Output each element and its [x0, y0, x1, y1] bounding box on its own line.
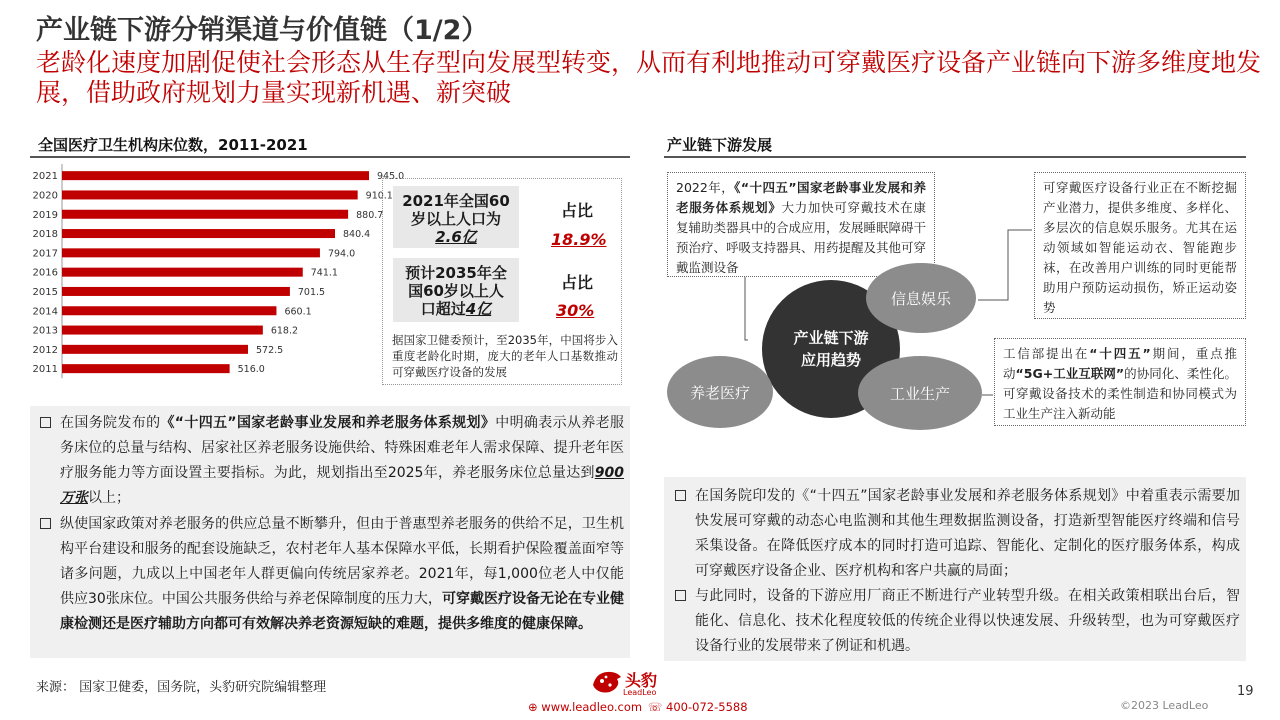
- category-label-2011: 2011: [32, 364, 58, 376]
- page-subtitle: 老龄化速度加剧促使社会形态从生存型向发展型转变，从而有利地推动可穿戴医疗设备产业链向下游多维度地发展，借助政府规划力量实现新机遇、新突破: [36, 48, 1262, 107]
- category-label-2013: 2013: [32, 325, 58, 337]
- circle-entertainment: 信息娱乐: [866, 263, 976, 333]
- stat-box-2021-value: 2.6亿: [435, 228, 477, 246]
- phone-link[interactable]: ☏ 400-072-5588: [648, 700, 748, 714]
- copyright: ©2023 LeadLeo: [1120, 699, 1209, 712]
- checkbox-bullet-icon: [675, 490, 686, 501]
- value-label-2013: 618.2: [270, 325, 299, 337]
- category-label-2020: 2020: [32, 190, 58, 202]
- diagram-section-title: 产业链下游发展: [667, 136, 773, 154]
- value-label-2015: 701.5: [297, 286, 326, 298]
- left-paragraph-2: 纵使国家政策对养老服务的供应总量不断攀升，但由于普惠型养老服务的供给不足，卫生机构平台建设和服务的配套设施缺乏，农村老年人基本保障水平低，长期看护保险覆盖面窄等诸多问题，九成以上中国老年人群更偏向传统居家养老。2021年，每1,000位老人中仅能供应30张床位。中国公共服务供给与养老保障制度的压力大，可穿戴医疗设备无论在专业健康检测还是医疗辅助方向都可有效解决养老资源短缺的难题，提供多维度的健康保障。: [40, 512, 624, 637]
- checkbox-bullet-icon: [675, 590, 686, 601]
- stat-2035-ratio: 30%: [556, 301, 595, 320]
- value-label-2020: 910.1: [365, 190, 393, 202]
- stat-box-2035-line2: 国60岁以上人: [408, 282, 504, 300]
- stat-2021-label: 占比: [561, 201, 594, 220]
- leopard-logo-icon: [590, 667, 624, 697]
- category-label-2015: 2015: [32, 286, 58, 298]
- stat-box-2021-line2: 岁以上人口为: [410, 210, 501, 228]
- right-paragraph-2: 与此同时，设备的下游应用厂商正不断进行产业转型升级。在相关政策相联出台后，智能化、信息化、技术化程度较低的传统企业得以快速发展、升级转型，也为可穿戴医疗设备行业的发展带来了例证和机遇。: [675, 584, 1240, 659]
- category-label-2019: 2019: [32, 209, 58, 221]
- category-label-2016: 2016: [32, 267, 58, 279]
- circle-elderly-care: 养老医疗: [667, 356, 773, 428]
- left-paragraph-1: 在国务院发布的《“十四五”国家老龄事业发展和养老服务体系规划》中明确表示从养老服务床位的总量与结构、居家社区养老服务设施供给、特殊困难老年人需求保障、提升老年医疗服务能力等方面设置主要指标。为此，规划指出至2025年，养老服务床位总量达到900万张以上；: [40, 411, 624, 511]
- value-label-2016: 741.1: [310, 267, 338, 279]
- page-number: 19: [1237, 684, 1254, 699]
- value-label-2014: 660.1: [284, 306, 312, 318]
- center-circle: 产业链下游 应用趋势: [762, 280, 900, 418]
- brand-logo-subtext: LeadLeo: [623, 688, 657, 697]
- stat-2021-ratio: 18.9%: [551, 230, 607, 249]
- value-label-2019: 880.7: [356, 209, 384, 221]
- forecast-note: 据国家卫健委预计，至2035年，中国将步入重度老龄化时期，庞大的老年人口基数推动可穿戴医疗设备的发展: [392, 333, 618, 379]
- website-link[interactable]: ⊕ www.leadleo.com: [528, 700, 643, 714]
- callout-elderly-policy: 2022年，《“十四五”国家老龄事业发展和养老服务体系规划》大力加快可穿戴技术在康复辅助类器具中的合成应用，发展睡眠障碍干预治疗、呼吸支持器具、用药提醒及其他可穿戴监测设备: [667, 172, 935, 277]
- value-label-2018: 840.4: [343, 229, 371, 241]
- category-label-2021: 2021: [32, 171, 58, 183]
- brand-logo-text: 头豹: [625, 671, 658, 690]
- category-label-2012: 2012: [32, 344, 58, 356]
- value-label-2011: 516.0: [237, 364, 265, 376]
- value-label-2021: 945.0: [377, 171, 405, 183]
- right-paragraph-1: 在国务院印发的《“十四五”国家老龄事业发展和养老服务体系规划》中着重表示需要加快发展可穿戴的动态心电监测和其他生理数据监测设备，打造新型智能医疗终端和信号采集设备。在降低医疗成本的同时打造可追踪、智能化、定制化的医疗服务体系，构成可穿戴医疗设备企业、医疗机构和客户共赢的局面；: [675, 484, 1240, 584]
- phone-icon: ☏: [648, 700, 663, 714]
- stat-2035-label: 占比: [561, 273, 594, 292]
- category-label-2017: 2017: [32, 248, 58, 260]
- value-label-2017: 794.0: [327, 248, 356, 260]
- page-title: 产业链下游分销渠道与价值链（1/2）: [36, 15, 489, 46]
- circle-industry: 工业生产: [858, 356, 982, 430]
- stat-box-2021-line1: 2021年全国60: [402, 192, 510, 210]
- category-label-2018: 2018: [32, 229, 58, 241]
- stat-box-2035-value: 4亿: [465, 300, 492, 318]
- stat-box-2035-line1: 预计2035年全: [405, 264, 507, 282]
- value-label-2012: 572.5: [255, 344, 284, 356]
- callout-entertainment: 可穿戴医疗设备行业正在不断挖掘产业潜力，提供多维度、多样化、多层次的信息娱乐服务。尤其在运动领域如智能运动衣、智能跑步袜，在改善用户训练的同时更能帮助用户预防运动损伤，矫正运动姿势: [1034, 172, 1246, 319]
- chart-section-title: 全国医疗卫生机构床位数，2011-2021: [38, 136, 308, 154]
- globe-icon: ⊕: [528, 700, 538, 714]
- category-label-2014: 2014: [32, 306, 58, 318]
- stat-box-2035-line3: 口超过4亿: [420, 300, 492, 318]
- callout-industry: 工信部提出在“十四五”期间，重点推动“5G+工业互联网”的协同化、柔性化。可穿戴设备技术的柔性制造和协同模式为工业生产注入新动能: [994, 338, 1246, 426]
- source-note: 来源： 国家卫健委，国务院，头豹研究院编辑整理: [36, 680, 327, 695]
